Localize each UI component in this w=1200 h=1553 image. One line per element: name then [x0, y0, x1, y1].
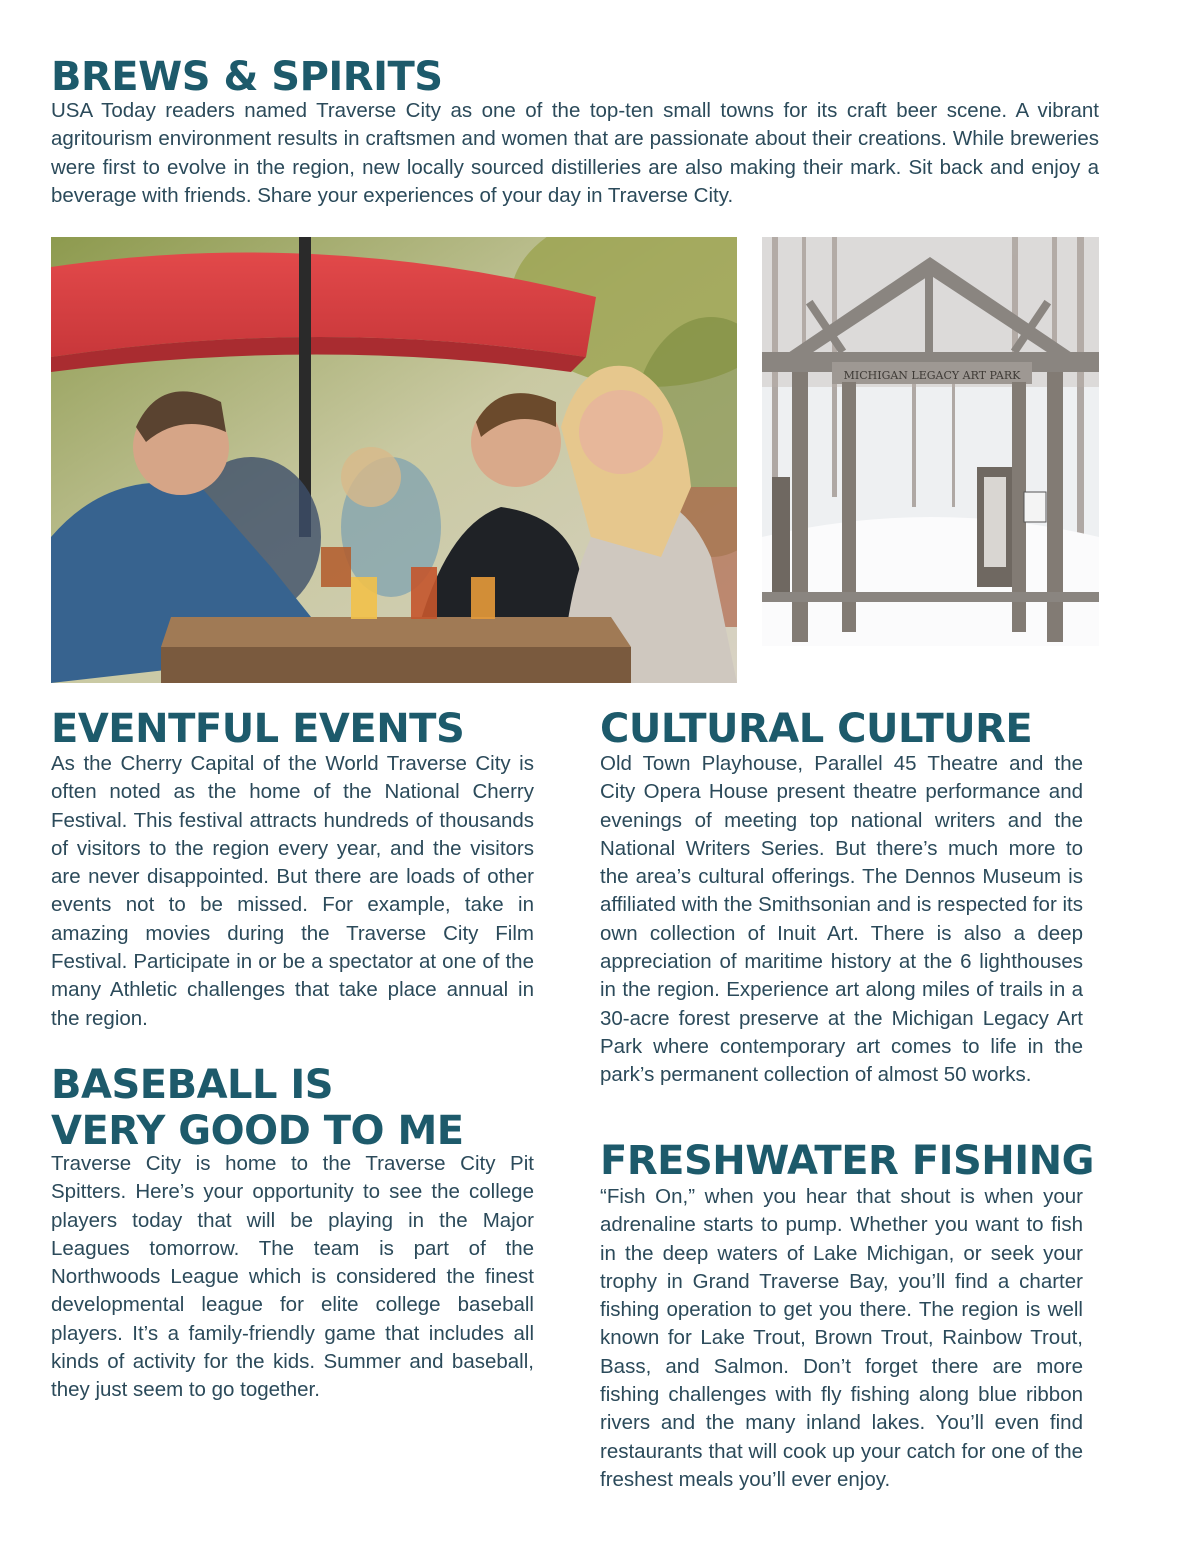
baseball-heading [51, 1062, 464, 1154]
art-park-sign: MICHIGAN LEGACY ART PARK [843, 369, 1021, 382]
friends-beer-photo [51, 237, 737, 683]
cultural-culture-text: Old Town Playhouse, Parallel 45 Theatre and the City Opera House present theatre performance and evenings of meeting top national writers and the National Writers Series. But there’s much more to the area’s cultural offerings. The Dennos Museum is affiliated with the Smithsonian and is respected for its own collection of Inuit Art. There is also a deep appreciation of maritime history at the 6 lighthouses in the region. Experience art along miles of trails in a 30-acre forest preserve at the Michigan Legacy Art Park where contemporary art comes to life in the park’s permanent collection of almost 50 works. [600, 752, 1083, 1087]
baseball-text: Traverse City is home to the Traverse City Pit Spitters. Here’s your opportunity to see the college players today that will be playing in the Major Leagues tomorrow. The team is part of the Northwoods League which is considered the finest developmental league for elite college baseball players. It’s a family-friendly game that includes all kinds of activity for the kids. Summer and baseball, they just seem to go together. [51, 1152, 534, 1402]
art-park-gate-photo [762, 237, 1099, 646]
brews-spirits-heading: BREWS & SPIRITS [51, 54, 443, 100]
baseball-heading-line1: BASEBALL IS [51, 1062, 334, 1108]
freshwater-fishing-heading: FRESHWATER FISHING [600, 1138, 1094, 1184]
eventful-events-heading: EVENTFUL EVENTS [51, 706, 465, 752]
brews-spirits-text: USA Today readers named Traverse City as one of the top-ten small towns for its craft beer scene. A vibrant agritourism environment results in craftsmen and women that are passionate about their creations. While breweries were first to evolve in the region, new locally sourced distilleries are also making their mark. Sit back and enjoy a beverage with friends. Share your experiences of your day in Traverse City. [51, 99, 1099, 207]
eventful-events-text: As the Cherry Capital of the World Traverse City is often noted as the home of the National Cherry Festival. This festival attracts hundreds of thousands of visitors to the region every year, and the visitors are never disappointed. But there are loads of other events not to be missed. For example, take in amazing movies during the Traverse City Film Festival. Participate in or be a spectator at one of the many Athletic challenges that take place annual in the region. [51, 752, 534, 1030]
cultural-culture-heading: CULTURAL CULTURE [600, 706, 1033, 752]
baseball-heading-line2: VERY GOOD TO ME [51, 1108, 464, 1154]
freshwater-fishing-text: “Fish On,” when you hear that shout is when your adrenaline starts to pump. Whether you want to fish in the deep waters of Lake Michigan, or seek your trophy in Grand Traverse Bay, you’ll find a charter fishing operation to get you there. The region is well known for Lake Trout, Brown Trout, Rainbow Trout, Bass, and Salmon. Don’t forget there are more fishing challenges with fly fishing along blue ribbon rivers and the many inland lakes. You’ll even find restaurants that will cook up your catch for one of the freshest meals you’ll ever enjoy. [600, 1185, 1083, 1491]
